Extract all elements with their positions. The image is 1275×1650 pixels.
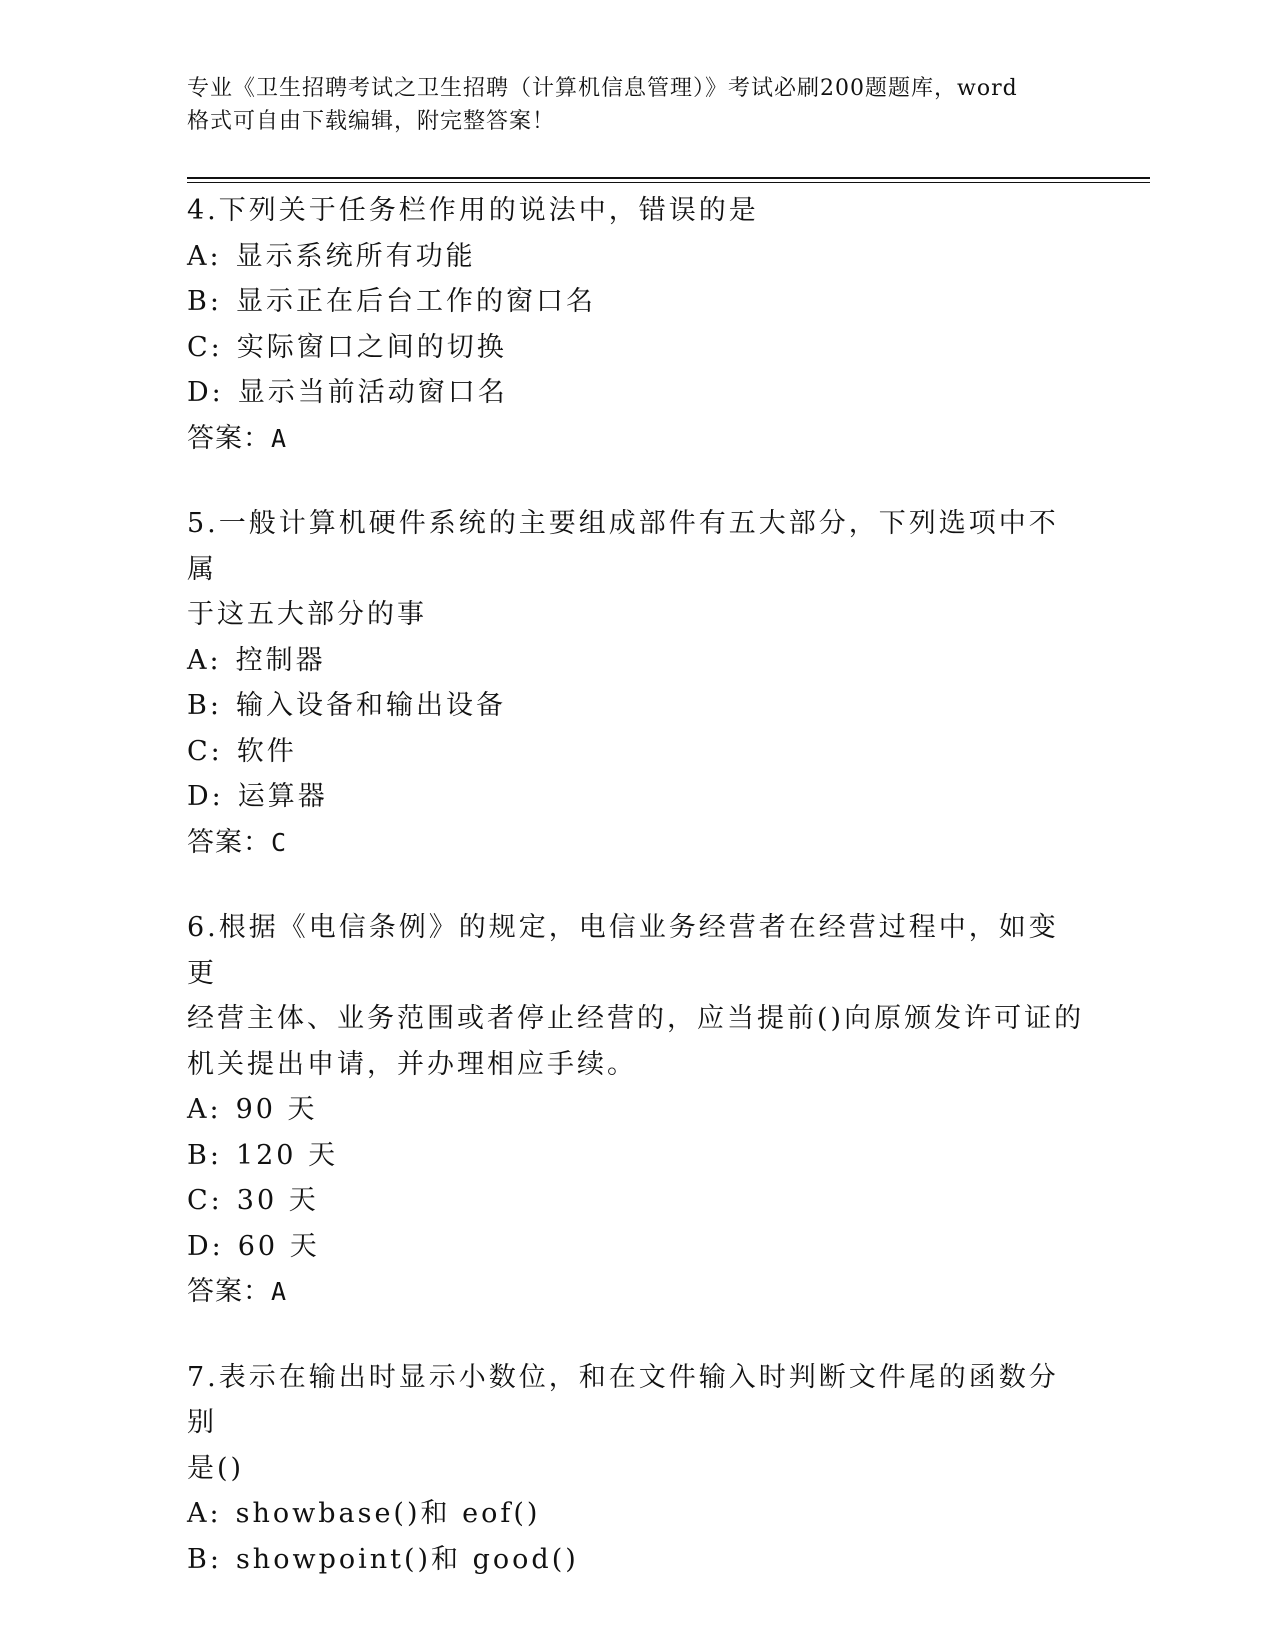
answer-option [187, 234, 1087, 280]
option-text: 输入设备和输出设备 [235, 690, 506, 721]
option-label: A: [187, 1498, 222, 1529]
option-label: C: [187, 735, 223, 767]
answer-value: A [271, 423, 288, 453]
option-label: B: [187, 690, 222, 721]
answer-value: C [271, 827, 288, 857]
answer-line [187, 416, 1087, 462]
option-text: 控制器 [235, 644, 326, 676]
answer-option [187, 1491, 1087, 1537]
header-rule-thick [187, 177, 1150, 179]
option-text: showbase()和 eof() [235, 1498, 541, 1529]
option-text: 显示系统所有功能 [235, 240, 476, 272]
option-text: showpoint()和 good() [235, 1543, 579, 1575]
option-text: 运算器 [237, 781, 328, 812]
option-label: C: [187, 1185, 223, 1216]
question-stem-line: 于这五大部分的事 [187, 599, 427, 630]
answer-option [187, 1133, 1087, 1179]
option-label: D: [187, 781, 224, 812]
option-label: A: [187, 240, 222, 272]
header-line-2: 格式可自由下载编辑，附完整答案！ [187, 109, 556, 134]
header-rule-thin [187, 182, 1150, 183]
option-text: 显示正在后台工作的窗口名 [235, 286, 596, 317]
question-stem [187, 188, 1087, 234]
option-label: C: [187, 331, 223, 363]
answer-option [187, 279, 1087, 325]
option-text: 软件 [236, 735, 297, 767]
option-label: B: [187, 1543, 222, 1575]
option-label: A: [187, 644, 222, 676]
question-stem [187, 1355, 1087, 1492]
question-stem-line: 经营主体、业务范围或者停止经营的，应当提前()向原颁发许可证的 [187, 1003, 1085, 1034]
answer-option [187, 774, 1087, 820]
question-item [187, 501, 1087, 865]
header-line-1: 专业《卫生招聘考试之卫生招聘（计算机信息管理）》考试必刷200题题库，word [187, 76, 1018, 101]
option-label: D: [187, 1230, 224, 1262]
option-text: 显示当前活动窗口名 [237, 377, 508, 408]
answer-option [187, 1224, 1087, 1270]
option-label: B: [187, 1139, 222, 1171]
option-text: 60 天 [237, 1230, 320, 1262]
answer-option [187, 638, 1087, 684]
answer-line [187, 1269, 1087, 1315]
option-label: D: [187, 377, 224, 408]
answer-value: A [271, 1277, 288, 1306]
answer-prefix: 答案： [187, 826, 271, 858]
answer-prefix: 答案： [187, 422, 271, 454]
answer-line [187, 820, 1087, 866]
option-text: 实际窗口之间的切换 [236, 331, 507, 363]
question-stem [187, 905, 1087, 1087]
option-text: 120 天 [235, 1139, 339, 1171]
option-label: B: [187, 286, 222, 317]
question-list [187, 188, 1087, 1622]
answer-option [187, 683, 1087, 729]
answer-option [187, 1178, 1087, 1224]
question-stem-line: 机关提出申请，并办理相应手续。 [187, 1048, 637, 1080]
answer-prefix: 答案： [187, 1276, 271, 1307]
answer-option [187, 370, 1087, 416]
question-stem-line: 7.表示在输出时显示小数位，和在文件输入时判断文件尾的函数分别 [187, 1361, 1059, 1438]
answer-option [187, 1087, 1087, 1133]
option-text: 90 天 [235, 1094, 318, 1125]
answer-option [187, 729, 1087, 775]
question-item [187, 1355, 1087, 1583]
question-item [187, 905, 1087, 1315]
question-item [187, 188, 1087, 461]
question-stem-line: 5.一般计算机硬件系统的主要组成部件有五大部分，下列选项中不属 [187, 508, 1059, 585]
question-stem-line: 4.下列关于任务栏作用的说法中，错误的是 [187, 195, 759, 226]
answer-option [187, 325, 1087, 371]
question-stem-line: 6.根据《电信条例》的规定，电信业务经营者在经营过程中，如变更 [187, 912, 1059, 989]
document-header [187, 72, 1087, 138]
question-stem [187, 501, 1087, 638]
answer-option [187, 1537, 1087, 1583]
option-text: 30 天 [236, 1185, 319, 1216]
option-label: A: [187, 1094, 222, 1125]
question-stem-line: 是() [187, 1452, 245, 1484]
